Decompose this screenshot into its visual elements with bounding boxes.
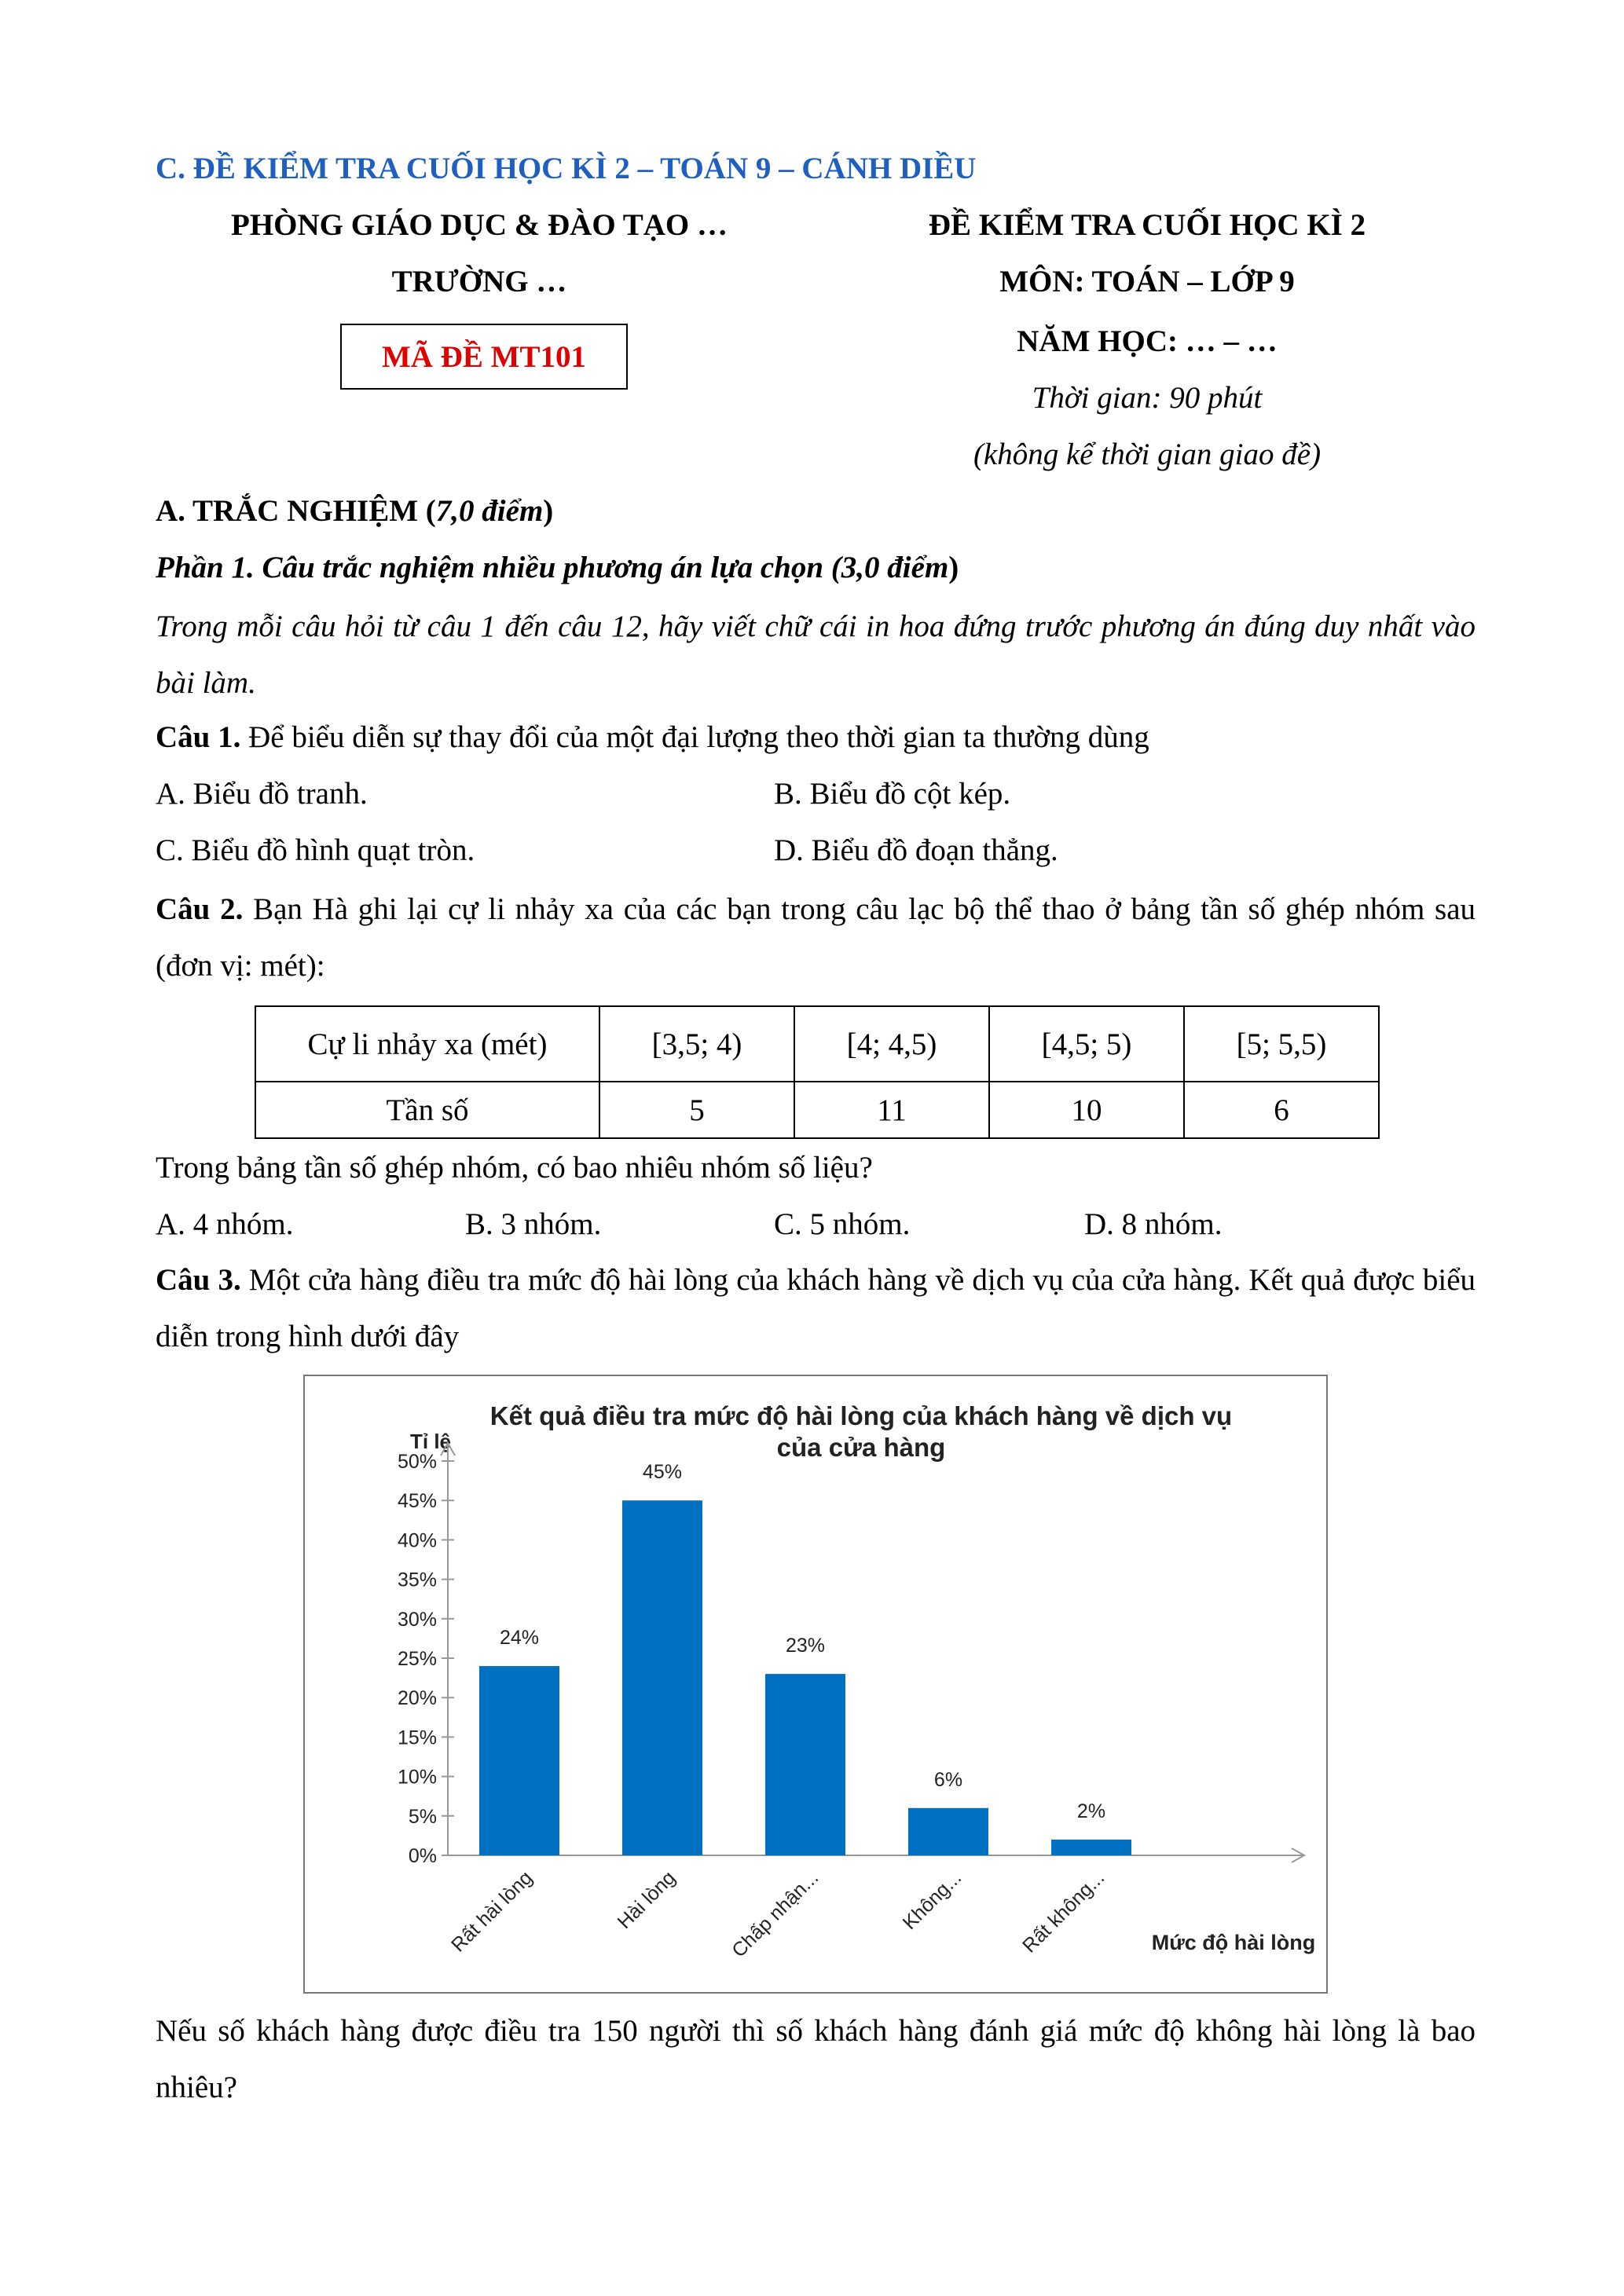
table-interval: [4; 4,5) bbox=[794, 1006, 989, 1082]
school-name: TRƯỜNG … bbox=[391, 265, 567, 298]
chart-data-label: 23% bbox=[785, 1635, 826, 1657]
table-interval: [3,5; 4) bbox=[599, 1006, 794, 1082]
part-a-points: 7,0 điểm bbox=[435, 494, 544, 528]
chart-title-line1: Kết quả điều tra mức độ hài lòng của khách hàng về dịch vụ bbox=[489, 1401, 1233, 1430]
q1-option-b: B. Biểu đồ cột kép. bbox=[774, 777, 1011, 811]
part-1-title-prefix: Phần 1. Câu trắc nghiệm nhiều phương án lựa chọn ( bbox=[156, 551, 841, 584]
chart-data-label: 24% bbox=[499, 1627, 540, 1650]
question-2-text: Bạn Hà ghi lại cự li nhảy xa của các bạn trong câu lạc bộ thể thao ở bảng tần số ghép nhóm sau (đơn vị: mét): bbox=[156, 892, 1476, 983]
part-a-title bbox=[156, 493, 553, 530]
part-1-title bbox=[156, 550, 959, 587]
table-frequency: 11 bbox=[794, 1082, 989, 1138]
chart-y-tick-label: 30% bbox=[397, 1608, 437, 1631]
chart-bar bbox=[479, 1666, 559, 1855]
q2-question: Trong bảng tần số ghép nhóm, có bao nhiêu nhóm số liệu? bbox=[156, 1151, 873, 1185]
chart-bar bbox=[622, 1500, 702, 1855]
q2-option-c: C. 5 nhóm. bbox=[774, 1207, 911, 1241]
table-row-frequencies bbox=[255, 1082, 1379, 1138]
chart-y-tick-label: 35% bbox=[397, 1569, 437, 1591]
chart-y-tick-label: 20% bbox=[397, 1687, 437, 1710]
q2-option-d: D. 8 nhóm. bbox=[1084, 1207, 1223, 1241]
exam-time: Thời gian: 90 phút bbox=[1032, 381, 1263, 415]
question-3 bbox=[156, 1252, 1476, 1365]
table-interval: [5; 5,5) bbox=[1184, 1006, 1379, 1082]
chart-data-label: 45% bbox=[642, 1461, 683, 1484]
part-1-points: 3,0 điểm bbox=[841, 551, 949, 584]
exam-title: ĐỀ KIỂM TRA CUỐI HỌC KÌ 2 bbox=[928, 208, 1366, 242]
table-header-distance: Cự li nhảy xa (mét) bbox=[255, 1006, 599, 1082]
chart-bar bbox=[765, 1674, 845, 1855]
question-1-text: Để biểu diễn sự thay đổi của một đại lượng theo thời gian ta thường dùng bbox=[240, 720, 1149, 754]
chart-canvas bbox=[305, 1376, 1326, 1992]
department-name: PHÒNG GIÁO DỤC & ĐÀO TẠO … bbox=[231, 208, 728, 242]
chart-xlabel: Mức độ hài lòng bbox=[1151, 1931, 1316, 1954]
table-frequency: 10 bbox=[989, 1082, 1184, 1138]
instruction: Trong mỗi câu hỏi từ câu 1 đến câu 12, hãy viết chữ cái in hoa đứng trước phương án đúng duy nhất vào bài làm. bbox=[156, 610, 1476, 700]
part-1-title-suffix: ) bbox=[948, 551, 959, 584]
chart-ylabel: Tỉ lệ bbox=[409, 1430, 452, 1453]
chart-y-tick-label: 25% bbox=[397, 1648, 437, 1670]
chart-bar bbox=[1051, 1840, 1131, 1855]
school-year: NĂM HỌC: … – … bbox=[1017, 324, 1278, 358]
chart-category-label: Không... bbox=[898, 1866, 966, 1935]
question-1 bbox=[156, 720, 1149, 756]
exam-code-box bbox=[340, 324, 628, 390]
table-interval: [4,5; 5) bbox=[989, 1006, 1184, 1082]
part-a-title-prefix: A. TRẮC NGHIỆM ( bbox=[156, 494, 436, 528]
table-frequency: 5 bbox=[599, 1082, 794, 1138]
chart-data-label: 6% bbox=[933, 1768, 963, 1791]
q1-option-d: D. Biểu đồ đoạn thẳng. bbox=[774, 833, 1058, 867]
chart-category-label: Chấp nhận... bbox=[728, 1866, 823, 1962]
q2-option-b: B. 3 nhóm. bbox=[465, 1207, 602, 1241]
part-a-title-suffix: ) bbox=[543, 494, 554, 528]
frequency-table bbox=[255, 1005, 1380, 1139]
chart-y-tick-label: 45% bbox=[397, 1490, 437, 1513]
table-frequency: 6 bbox=[1184, 1082, 1379, 1138]
question-3-label: Câu 3. bbox=[156, 1263, 241, 1297]
table-row-intervals bbox=[255, 1006, 1379, 1082]
table-header-frequency: Tần số bbox=[255, 1082, 599, 1138]
question-2-label: Câu 2. bbox=[156, 892, 244, 926]
chart-y-tick-label: 10% bbox=[397, 1766, 437, 1789]
exam-code: MÃ ĐỀ MT101 bbox=[382, 339, 586, 374]
chart-y-tick-label: 50% bbox=[397, 1451, 437, 1473]
subject: MÔN: TOÁN – LỚP 9 bbox=[999, 265, 1295, 298]
q3-question: Nếu số khách hàng được điều tra 150 người thì số khách hàng đánh giá mức độ không hài lòng là bao nhiêu? bbox=[156, 2014, 1476, 2104]
q1-option-a: A. Biểu đồ tranh. bbox=[156, 777, 368, 811]
question-1-label: Câu 1. bbox=[156, 720, 241, 754]
chart-title-line2: của cửa hàng bbox=[776, 1433, 946, 1462]
chart-y-tick-label: 0% bbox=[408, 1845, 437, 1867]
chart-bar bbox=[908, 1808, 988, 1855]
chart-y-tick-label: 5% bbox=[408, 1805, 437, 1828]
exam-time-note: (không kể thời gian giao đề) bbox=[973, 438, 1322, 471]
chart-category-label: Rất hài lòng bbox=[447, 1866, 537, 1957]
chart-data-label: 2% bbox=[1076, 1800, 1106, 1822]
question-3-text: Một cửa hàng điều tra mức độ hài lòng của khách hàng về dịch vụ của cửa hàng. Kết quả được biểu diễn trong hình dưới đây bbox=[156, 1263, 1476, 1353]
satisfaction-chart bbox=[303, 1375, 1328, 1994]
question-2 bbox=[156, 881, 1476, 994]
q2-option-a: A. 4 nhóm. bbox=[156, 1207, 294, 1241]
section-title: C. ĐỀ KIỂM TRA CUỐI HỌC KÌ 2 – TOÁN 9 – CÁNH DIỀU bbox=[156, 152, 977, 185]
chart-category-label: Rất không... bbox=[1018, 1866, 1109, 1957]
chart-category-label: Hài lòng bbox=[613, 1866, 680, 1934]
chart-y-tick-label: 40% bbox=[397, 1529, 437, 1552]
q1-option-c: C. Biểu đồ hình quạt tròn. bbox=[156, 833, 475, 867]
chart-y-tick-label: 15% bbox=[397, 1727, 437, 1749]
